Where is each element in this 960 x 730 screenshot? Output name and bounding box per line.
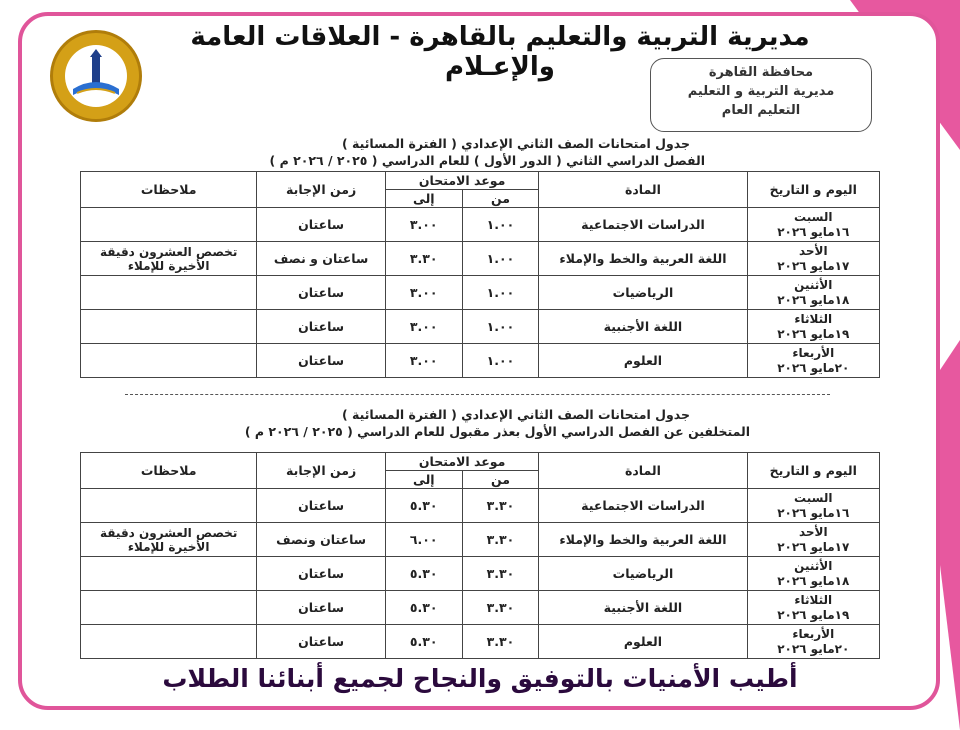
exam-date: ١٩مايو ٢٠٢٦: [777, 607, 850, 622]
exam-date: ١٧مايو ٢٠٢٦: [777, 539, 850, 554]
subject-cell: اللغة العربية والخط والإملاء: [539, 523, 747, 557]
exam-schedule-table-1: [80, 171, 880, 378]
duration-cell: ساعتان: [257, 557, 386, 591]
subject-cell: العلوم: [539, 344, 747, 378]
notes-cell: [81, 208, 257, 242]
directorate-logo: [50, 30, 142, 122]
table-row: [81, 489, 880, 523]
start-time-cell: ٣.٣٠: [462, 557, 539, 591]
start-time-cell: ١.٠٠: [462, 208, 539, 242]
start-time-cell: ١.٠٠: [462, 242, 539, 276]
notes-cell: [81, 557, 257, 591]
duration-cell: ساعتان: [257, 310, 386, 344]
table-row: [81, 310, 880, 344]
header-duration: زمن الإجابة: [257, 172, 386, 208]
exam-date: ١٦مايو ٢٠٢٦: [777, 224, 850, 239]
subject-cell: اللغة الأجنبية: [539, 591, 747, 625]
subject-cell: اللغة الأجنبية: [539, 310, 747, 344]
start-time-cell: ١.٠٠: [462, 344, 539, 378]
end-time-cell: ٥.٣٠: [385, 489, 462, 523]
duration-cell: ساعتان: [257, 344, 386, 378]
day-name: الثلاثاء: [794, 592, 833, 607]
exam-date: ١٧مايو ٢٠٢٦: [777, 258, 850, 273]
table-row: [81, 208, 880, 242]
subject-cell: الدراسات الاجتماعية: [539, 489, 747, 523]
notes-cell: تخصص العشرون دقيقة الأخيرة للإملاء: [81, 242, 257, 276]
notes-cell: تخصص العشرون دقيقة الأخيرة للإملاء: [81, 523, 257, 557]
exam-date: ١٨مايو ٢٠٢٦: [777, 573, 850, 588]
table2-caption-line1: جدول امتحانات الصف الثاني الإعدادي ( الفترة المسائية ): [341, 407, 690, 422]
day-name: السبت: [794, 490, 833, 505]
subject-cell: الرياضيات: [539, 276, 747, 310]
exam-date: ١٦مايو ٢٠٢٦: [777, 505, 850, 520]
day-name: الأربعاء: [792, 345, 835, 360]
end-time-cell: ٥.٣٠: [385, 591, 462, 625]
section-divider: [125, 394, 830, 395]
end-time-cell: ٥.٣٠: [385, 625, 462, 659]
table-row: [81, 557, 880, 591]
end-time-cell: ٣.٣٠: [385, 242, 462, 276]
duration-cell: ساعتان: [257, 625, 386, 659]
day-name: الأثنين: [794, 277, 833, 292]
notes-cell: [81, 310, 257, 344]
exam-date: ١٨مايو ٢٠٢٦: [777, 292, 850, 307]
government-stamp-box: [650, 58, 872, 132]
day-date-cell: [747, 208, 879, 242]
notes-cell: [81, 276, 257, 310]
day-date-cell: [747, 276, 879, 310]
duration-cell: ساعتان: [257, 591, 386, 625]
directorate-label: مديرية التربية و التعليم: [687, 84, 835, 99]
table-row: [81, 523, 880, 557]
header-exam-time: موعد الامتحان: [385, 172, 539, 190]
end-time-cell: ٣.٠٠: [385, 310, 462, 344]
header-to: إلى: [385, 471, 462, 489]
subject-cell: الدراسات الاجتماعية: [539, 208, 747, 242]
table2-body: [81, 489, 880, 659]
header-notes: ملاحظات: [81, 453, 257, 489]
header-day-date: اليوم و التاريخ: [747, 453, 879, 489]
footer-wishes: أطيب الأمنيات بالتوفيق والنجاح لجميع أبنائنا الطلاب: [162, 664, 798, 693]
exam-date: ١٩مايو ٢٠٢٦: [777, 326, 850, 341]
header-from: من: [462, 190, 539, 208]
end-time-cell: ٣.٠٠: [385, 208, 462, 242]
table2-caption-line2: المتخلفين عن الفصل الدراسي الأول بعذر مقبول للعام الدراسي ( ٢٠٢٥ / ٢٠٢٦ م ): [244, 424, 750, 439]
end-time-cell: ٣.٠٠: [385, 344, 462, 378]
header-day-date: اليوم و التاريخ: [747, 172, 879, 208]
subject-cell: اللغة العربية والخط والإملاء: [539, 242, 747, 276]
subject-cell: العلوم: [539, 625, 747, 659]
day-date-cell: [747, 523, 879, 557]
page-header-title: مديرية التربية والتعليم بالقاهرة - العلاقات العامة والإعـلام: [190, 22, 810, 82]
end-time-cell: ٣.٠٠: [385, 276, 462, 310]
notes-cell: [81, 591, 257, 625]
table-row: [81, 344, 880, 378]
table1-body: [81, 208, 880, 378]
header-subject: المادة: [539, 172, 747, 208]
start-time-cell: ٣.٣٠: [462, 591, 539, 625]
notes-cell: [81, 625, 257, 659]
exam-date: ٢٠مايو ٢٠٢٦: [777, 641, 850, 656]
table-row: [81, 242, 880, 276]
day-date-cell: [747, 242, 879, 276]
header-to: إلى: [385, 190, 462, 208]
day-date-cell: [747, 310, 879, 344]
day-name: الأثنين: [794, 558, 833, 573]
start-time-cell: ١.٠٠: [462, 310, 539, 344]
table1-caption-line1: جدول امتحانات الصف الثاني الإعدادي ( الفترة المسائية ): [341, 136, 690, 151]
header-from: من: [462, 471, 539, 489]
day-date-cell: [747, 489, 879, 523]
table-row: [81, 591, 880, 625]
day-name: الأربعاء: [792, 626, 835, 641]
header-subject: المادة: [539, 453, 747, 489]
exam-schedule-table-2: [80, 452, 880, 659]
duration-cell: ساعتان ونصف: [257, 523, 386, 557]
start-time-cell: ٣.٣٠: [462, 625, 539, 659]
day-name: الثلاثاء: [794, 311, 833, 326]
general-education-label: التعليم العام: [721, 103, 801, 118]
header-notes: ملاحظات: [81, 172, 257, 208]
table-row: [81, 625, 880, 659]
duration-cell: ساعتان و نصف: [257, 242, 386, 276]
duration-cell: ساعتان: [257, 276, 386, 310]
start-time-cell: ٣.٣٠: [462, 489, 539, 523]
subject-cell: الرياضيات: [539, 557, 747, 591]
table1-caption-line2: الفصل الدراسي الثاني ( الدور الأول ) للعام الدراسي ( ٢٠٢٥ / ٢٠٢٦ م ): [269, 153, 705, 168]
table-row: [81, 276, 880, 310]
day-name: الأحد: [798, 243, 828, 258]
day-date-cell: [747, 625, 879, 659]
header-exam-time: موعد الامتحان: [385, 453, 539, 471]
notes-cell: [81, 344, 257, 378]
governorate-label: محافظة القاهرة: [708, 65, 814, 80]
header-duration: زمن الإجابة: [257, 453, 386, 489]
exam-date: ٢٠مايو ٢٠٢٦: [777, 360, 850, 375]
day-date-cell: [747, 344, 879, 378]
day-date-cell: [747, 557, 879, 591]
duration-cell: ساعتان: [257, 489, 386, 523]
day-name: السبت: [794, 209, 833, 224]
day-date-cell: [747, 591, 879, 625]
start-time-cell: ٣.٣٠: [462, 523, 539, 557]
end-time-cell: ٦.٠٠: [385, 523, 462, 557]
notes-cell: [81, 489, 257, 523]
day-name: الأحد: [798, 524, 828, 539]
end-time-cell: ٥.٣٠: [385, 557, 462, 591]
duration-cell: ساعتان: [257, 208, 386, 242]
start-time-cell: ١.٠٠: [462, 276, 539, 310]
